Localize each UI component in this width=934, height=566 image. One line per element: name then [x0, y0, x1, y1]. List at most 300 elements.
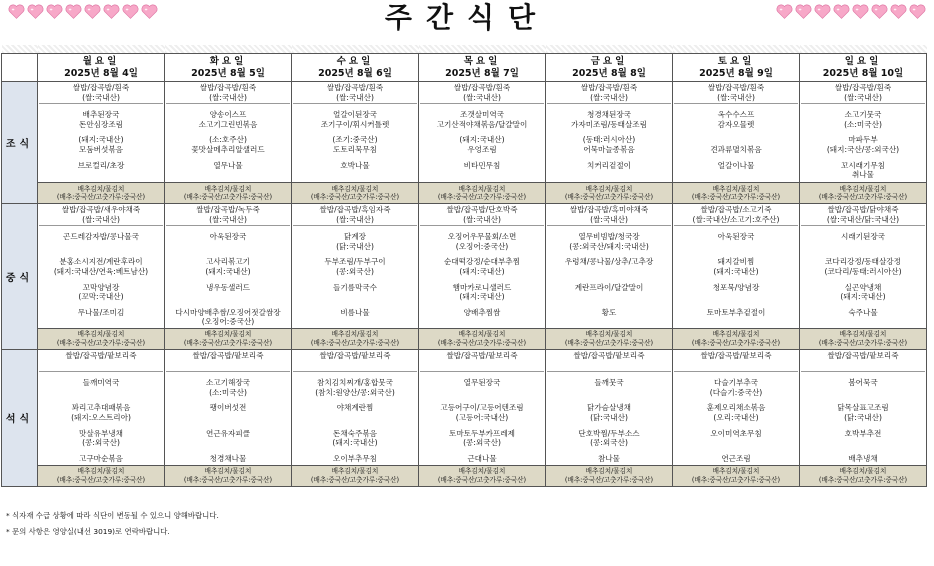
menu-item: 두부조림/두부구이 [324, 257, 386, 267]
menu-item: (고등어:국내산) [455, 412, 509, 422]
kimchi-cell [292, 328, 419, 349]
menu-item: (소:호주산) [209, 135, 247, 145]
rice-item: 쌀밥/잡곡밥/팥보리죽 [573, 350, 645, 360]
menu-item: 오징어우무물회/소면 [447, 232, 517, 242]
menu-item: (참치:원양산/콩:외국산) [315, 387, 395, 397]
menu-item: 팽이버섯전 [209, 403, 247, 413]
menu-item: 꽃맛살메추리알샐러드 [191, 144, 265, 154]
menu-item: (돼지:국내산) [205, 266, 251, 276]
day-name: 월요일 [82, 55, 120, 67]
menu-item: 시래기된장국 [840, 232, 885, 242]
kimchi-item: 배추김치/물김치 [77, 467, 125, 476]
rice-item: 쌀밥/잡곡밥/흰죽 [72, 83, 130, 92]
menu-item: 소고기그린빈볶음 [198, 119, 258, 129]
menu-item: (닭:국내산) [336, 241, 374, 251]
menu-item: 배추냉채 [848, 453, 878, 463]
notes [6, 508, 219, 540]
menu-item [801, 361, 925, 373]
menu-item [547, 292, 671, 302]
menu-item: (콩:외국산) [336, 266, 374, 276]
heart-icon [890, 4, 907, 21]
rice-item: 쌀밥/잡곡밥/흰죽 [707, 83, 765, 92]
day-date: 2025년 8월 7일 [445, 67, 519, 79]
menu-item: (콩:외국산) [590, 438, 628, 448]
menu-item: (닭:국내산) [844, 412, 882, 422]
menu-item: 돼지갈비찜 [717, 257, 755, 267]
menu-item: 치커리겉절이 [586, 160, 631, 170]
rice-item: 쌀밥/잡곡밥/소고기죽 [700, 205, 772, 214]
menu-item: 양송이스프 [209, 110, 247, 120]
menu-item: (쌀:국내산) [420, 93, 544, 105]
kimchi-item: (배추:중국산/고춧가루:중국산) [183, 475, 273, 484]
kimchi-cell [38, 328, 165, 349]
kimchi-item: 배추김치/물김치 [77, 330, 125, 339]
rice-item: 쌀밥/잡곡밥/팥보리죽 [65, 350, 137, 360]
menu-item: 가자미조림/동태살조림 [571, 119, 647, 129]
kimchi-item: 배추김치/물김치 [712, 184, 760, 193]
menu-item: 순대떡강정/순대부추찜 [444, 257, 520, 267]
menu-item: 우엉조림 [467, 144, 497, 154]
kimchi-item: 배추김치/물김치 [331, 330, 379, 339]
kimchi-item: 배추김치/물김치 [712, 467, 760, 476]
kimchi-item: (배추:중국산/고춧가루:중국산) [310, 193, 400, 201]
menu-item: 아욱된장국 [209, 232, 247, 242]
menu-cell [673, 204, 800, 329]
menu-item: 고구마순볶음 [78, 453, 123, 463]
menu-cell [546, 204, 673, 329]
menu-item: 토마토두부카프레제 [448, 428, 516, 438]
menu-item: 야채계란찜 [336, 403, 374, 413]
day-header [165, 54, 292, 82]
menu-cell [419, 82, 546, 183]
menu-item: (꼬막:국내산) [78, 292, 124, 302]
menu-item: 닭계장 [343, 232, 366, 242]
menu-item [674, 292, 798, 302]
kimchi-item: (배추:중국산/고춧가루:중국산) [564, 193, 654, 201]
kimchi-item: 배추김치/물김치 [458, 184, 506, 193]
menu-item: (소:미국산) [209, 387, 247, 397]
menu-item: 열무비빔밥/청국장 [578, 232, 640, 242]
day-name: 수요일 [336, 55, 374, 67]
menu-item: (쌀:국내산/닭:국내산) [801, 215, 925, 227]
day-header-row [2, 54, 927, 82]
menu-item: (쌀:국내산/소고기:호주산) [674, 215, 798, 227]
menu-item: 비름나물 [340, 307, 370, 317]
menu-item: (닭:국내산) [590, 412, 628, 422]
menu-cell [38, 204, 165, 329]
menu-item: 봄어묵국 [848, 378, 878, 388]
menu-item: (콩:외국산) [82, 438, 120, 448]
menu-item: 돈채숙주볶음 [332, 428, 377, 438]
rice-item: 쌀밥/잡곡밥/흰죽 [580, 83, 638, 92]
kimchi-item: 배추김치/물김치 [204, 330, 252, 339]
menu-item [801, 242, 925, 252]
kimchi-cell [165, 328, 292, 349]
rice-item: 쌀밥/잡곡밥/흑미야채죽 [569, 205, 649, 214]
menu-item: 꼬시래기무침 [840, 160, 885, 170]
kimchi-item: (배추:중국산/고춧가루:중국산) [56, 475, 146, 484]
meal-row [2, 204, 927, 329]
menu-item [293, 292, 417, 302]
menu-item [166, 413, 290, 423]
kimchi-item: (배추:중국산/고춧가루:중국산) [437, 338, 527, 347]
menu-item: 햄마카로니샐러드 [452, 282, 512, 292]
menu-item: (돼지:국내산) [459, 135, 505, 145]
menu-item: 돈안심장조림 [78, 119, 123, 129]
heart-icon [852, 4, 869, 21]
kimchi-row [2, 465, 927, 486]
kimchi-item: (배추:중국산/고춧가루:중국산) [818, 193, 908, 201]
menu-item: (돼지:국산/콩:외국산) [826, 144, 900, 154]
menu-item: 청포묵/양념장 [712, 282, 760, 292]
menu-item [293, 413, 417, 423]
rice-item: 쌀밥/잡곡밥/흰죽 [453, 83, 511, 92]
menu-item: 도토리묵무침 [332, 144, 377, 154]
day-date: 2025년 8월 6일 [318, 67, 392, 79]
menu-cell [38, 349, 165, 465]
header [0, 0, 934, 36]
day-header [546, 54, 673, 82]
kimchi-cell [419, 183, 546, 204]
kimchi-item: (배추:중국산/고춧가루:중국산) [691, 193, 781, 201]
menu-item: (쌀:국내산) [420, 215, 544, 227]
menu-item: 열무된장국 [463, 378, 501, 388]
rice-item: 쌀밥/잡곡밥/흰죽 [326, 83, 384, 92]
menu-item: 오이미역초무침 [710, 428, 762, 438]
kimchi-item: 배추김치/물김치 [712, 330, 760, 339]
menu-item: (쌀:국내산) [801, 93, 925, 105]
menu-item: 조갯살미역국 [459, 110, 504, 120]
menu-item: 토마토부추겉절이 [706, 307, 766, 317]
menu-item [674, 438, 798, 448]
corner-cell [2, 54, 38, 82]
day-header [673, 54, 800, 82]
menu-item: (오리:국내산) [713, 412, 759, 422]
menu-item [547, 361, 671, 373]
menu-item [674, 361, 798, 373]
kimchi-item: (배추:중국산/고춧가루:중국산) [183, 338, 273, 347]
menu-item [39, 361, 163, 373]
menu-item: (쌀:국내산) [293, 215, 417, 227]
kimchi-item: 배추김치/물김치 [331, 467, 379, 476]
menu-item: 곤드레감자밥/콩나물국 [63, 232, 139, 242]
menu-item: 근대나물 [467, 453, 497, 463]
menu-cell [38, 82, 165, 183]
menu-item: 호박부추전 [844, 428, 882, 438]
kimchi-cell [292, 465, 419, 486]
heart-icon [776, 4, 793, 21]
menu-item: 계란프라이/달걀말이 [574, 282, 644, 292]
kimchi-item: 배추김치/물김치 [458, 330, 506, 339]
menu-item: (쌀:국내산) [39, 93, 163, 105]
menu-cell [800, 204, 927, 329]
meal-label: 중식 [2, 204, 38, 350]
menu-item: 소고기뭇국 [844, 110, 882, 120]
kimchi-cell [38, 183, 165, 204]
menu-cell [800, 349, 927, 465]
rice-item: 쌀밥/잡곡밥/팥보리죽 [827, 350, 899, 360]
menu-item [39, 388, 163, 398]
day-date: 2025년 8월 9일 [699, 67, 773, 79]
menu-item: (조기:중국산) [332, 135, 378, 145]
menu-item [801, 438, 925, 448]
menu-cell [165, 204, 292, 329]
menu-item: 아욱된장국 [717, 232, 755, 242]
rice-item: 쌀밥/잡곡밥/새우야채죽 [61, 205, 141, 214]
menu-item: (쌀:국내산) [166, 93, 290, 105]
note-2: * 문의 사항은 영양실(내선 3019)로 연락바랍니다. [6, 527, 170, 536]
day-header [292, 54, 419, 82]
kimchi-item: 배추김치/물김치 [839, 330, 887, 339]
menu-item: (쌀:국내산) [166, 215, 290, 227]
day-date: 2025년 8월 8일 [572, 67, 646, 79]
spacer-row [2, 45, 927, 54]
menu-item: 견과류멸치볶음 [710, 144, 762, 154]
menu-item: (돼지:국내산) [78, 135, 124, 145]
day-date: 2025년 8월 5일 [191, 67, 265, 79]
kimchi-cell [800, 465, 927, 486]
kimchi-item: (배추:중국산/고춧가루:중국산) [564, 338, 654, 347]
day-header [38, 54, 165, 82]
day-name: 일요일 [844, 55, 882, 67]
kimchi-item: (배추:중국산/고춧가루:중국산) [818, 338, 908, 347]
menu-item: 실곤약냉채 [844, 282, 882, 292]
menu-item: 단호박찜/두부소스 [578, 428, 640, 438]
kimchi-row [2, 328, 927, 349]
kimchi-cell [292, 183, 419, 204]
menu-item: 분홍소시지전/계란후라이 [59, 257, 143, 267]
menu-item: 맛살유부냉채 [78, 428, 123, 438]
menu-item: 다시마양배추쌈/오징어젓갈쌈장 [175, 307, 281, 317]
menu-cell [673, 349, 800, 465]
menu-item: 무나물/조미김 [77, 307, 125, 317]
heart-icon [795, 4, 812, 21]
rice-item: 쌀밥/잡곡밥/팥보리죽 [700, 350, 772, 360]
rice-item: 쌀밥/잡곡밥/팥보리죽 [446, 350, 518, 360]
menu-item: 연근조림 [721, 453, 751, 463]
kimchi-cell [673, 328, 800, 349]
kimchi-item: 배추김치/물김치 [204, 467, 252, 476]
kimchi-item: 배추김치/물김치 [331, 184, 379, 193]
page-title: 주간식단 [384, 1, 550, 34]
rice-item: 쌀밥/잡곡밥/흑임자죽 [319, 205, 391, 214]
menu-item: 어묵마늘종볶음 [583, 144, 635, 154]
menu-cell [165, 82, 292, 183]
menu-item: 비타민무침 [463, 160, 501, 170]
menu-cell [673, 82, 800, 183]
menu-item: 닭목살표고조림 [837, 403, 889, 413]
menu-item: (쌀:국내산) [674, 93, 798, 105]
menu-item: 호박나물 [340, 160, 370, 170]
menu-item [39, 242, 163, 252]
menu-item: (쌀:국내산) [547, 93, 671, 105]
menu-cell [800, 82, 927, 183]
menu-cell [165, 349, 292, 465]
kimchi-cell [165, 183, 292, 204]
kimchi-cell [546, 328, 673, 349]
menu-item: 우렁채/콩나물/상추/고추장 [564, 257, 654, 267]
menu-item: (쌀:국내산) [293, 93, 417, 105]
menu-item: (쌀:국내산) [39, 215, 163, 227]
kimchi-item: 배추김치/물김치 [77, 184, 125, 193]
menu-item: 열무나물 [213, 160, 243, 170]
menu-cell [546, 82, 673, 183]
kimchi-cell [419, 465, 546, 486]
kimchi-cell [800, 328, 927, 349]
menu-item: (쌀:국내산) [547, 215, 671, 227]
menu-item [166, 242, 290, 252]
day-name: 금요일 [590, 55, 628, 67]
kimchi-item: (배추:중국산/고춧가루:중국산) [691, 475, 781, 484]
kimchi-item: (배추:중국산/고춧가루:중국산) [56, 193, 146, 201]
day-date: 2025년 8월 4일 [64, 67, 138, 79]
menu-item: 얼갈이나물 [717, 160, 755, 170]
kimchi-item: (배추:중국산/고춧가루:중국산) [691, 338, 781, 347]
heart-icon [833, 4, 850, 21]
meal-row [2, 82, 927, 183]
menu-cell [292, 349, 419, 465]
menu-item: (오징어:중국산) [201, 317, 255, 327]
menu-cell [292, 82, 419, 183]
kimchi-item: 배추김치/물김치 [585, 330, 633, 339]
menu-item [801, 388, 925, 398]
meal-row [2, 349, 927, 465]
menu-item: 다슬기부추국 [713, 378, 758, 388]
menu-item: 배추된장국 [82, 110, 120, 120]
kimchi-item: (배추:중국산/고춧가루:중국산) [310, 475, 400, 484]
menu-item: 오이부추무침 [332, 453, 377, 463]
menu-item: (다슬기:중국산) [709, 387, 763, 397]
menu-item [166, 438, 290, 448]
kimchi-item: 배추김치/물김치 [839, 184, 887, 193]
kimchi-item: 배추김치/물김치 [458, 467, 506, 476]
menu-item: 고사리볶고기 [205, 257, 250, 267]
day-header [419, 54, 546, 82]
menu-item: 소고기해장국 [205, 378, 250, 388]
menu-item: 참나물 [597, 453, 620, 463]
kimchi-item: (배추:중국산/고춧가루:중국산) [818, 475, 908, 484]
kimchi-item: (배추:중국산/고춧가루:중국산) [437, 193, 527, 201]
day-header [800, 54, 927, 82]
menu-item: 브로컬리/초장 [77, 160, 125, 170]
menu-item: (돼지:국내산) [459, 266, 505, 276]
heart-icon [909, 4, 926, 21]
rice-item: 쌀밥/잡곡밥/팥보리죽 [319, 350, 391, 360]
kimchi-cell [546, 183, 673, 204]
day-name: 화요일 [209, 55, 247, 67]
menu-item [420, 361, 544, 373]
kimchi-item: (배추:중국산/고춧가루:중국산) [56, 338, 146, 347]
note-1: * 식자재 수급 상황에 따라 식단이 변동될 수 있으니 양해바랍니다. [6, 511, 219, 520]
menu-item: (돼지:국내산) [713, 266, 759, 276]
menu-item: 꼬막양념장 [82, 282, 120, 292]
menu-item: 고등어구이/고등어텐조림 [440, 403, 524, 413]
menu-item: 훈제오리채소볶음 [706, 403, 766, 413]
menu-item: 냉우동샐러드 [205, 282, 250, 292]
menu-item: 마파두부 [848, 135, 878, 145]
menu-item: 얼갈이된장국 [332, 110, 377, 120]
menu-item [547, 388, 671, 398]
menu-item: 숙주나물 [848, 307, 878, 317]
rice-item: 쌀밥/잡곡밥/흰죽 [199, 83, 257, 92]
menu-item: 청경채나물 [209, 453, 247, 463]
rice-item: 쌀밥/잡곡밥/단호박죽 [446, 205, 518, 214]
menu-item: 감자오믈렛 [717, 119, 755, 129]
menu-item: 꽈리고추대패볶음 [71, 403, 131, 413]
menu-item [166, 361, 290, 373]
rice-item: 쌀밥/잡곡밥/녹두죽 [196, 205, 260, 214]
menu-item: (돼지:국내산) [459, 292, 505, 302]
menu-cell [546, 349, 673, 465]
kimchi-cell [673, 183, 800, 204]
menu-item: 취나물 [851, 170, 874, 180]
menu-item: 닭가슴살냉채 [586, 403, 631, 413]
menu-item: 청경채된장국 [586, 110, 631, 120]
menu-cell [292, 204, 419, 329]
menu-cell [419, 349, 546, 465]
kimchi-item: 배추김치/물김치 [585, 467, 633, 476]
menu-item [674, 242, 798, 252]
menu-item: 황도 [601, 307, 617, 317]
kimchi-cell [38, 465, 165, 486]
kimchi-cell [165, 465, 292, 486]
menu-item: (콩:외국산) [463, 438, 501, 448]
menu-item [166, 292, 290, 302]
menu-item: 모둠버섯볶음 [78, 144, 123, 154]
menu-cell [419, 204, 546, 329]
menu-item: 코다리강정/동태살강정 [825, 257, 901, 267]
rice-item: 쌀밥/잡곡밥/흰죽 [834, 83, 892, 92]
kimchi-cell [419, 328, 546, 349]
menu-item: (돼지:국내산/연육:베트남산) [53, 266, 149, 276]
kimchi-cell [546, 465, 673, 486]
menu-item [674, 135, 798, 145]
menu-item: 들깨뭇국 [594, 378, 624, 388]
kimchi-item: (배추:중국산/고춧가루:중국산) [183, 193, 273, 201]
menu-table [1, 45, 927, 487]
kimchi-item: (배추:중국산/고춧가루:중국산) [564, 475, 654, 484]
heart-icon [814, 4, 831, 21]
menu-item [420, 388, 544, 398]
menu-item: 옥수수스프 [717, 110, 755, 120]
day-name: 토요일 [717, 55, 755, 67]
menu-item: 조기구이/휘시커틀렛 [320, 119, 390, 129]
menu-item: (소:미국산) [844, 119, 882, 129]
menu-item: (돼지:오스트리아) [71, 412, 131, 422]
rice-item: 쌀밥/잡곡밥/팥보리죽 [192, 350, 264, 360]
meal-label: 조식 [2, 82, 38, 204]
kimchi-cell [800, 183, 927, 204]
menu-item [293, 361, 417, 373]
kimchi-cell [673, 465, 800, 486]
menu-item: (코다리/동태:러시아산) [824, 266, 902, 276]
menu-item: 들깨미역국 [82, 378, 120, 388]
kimchi-item: 배추김치/물김치 [585, 184, 633, 193]
menu-item [547, 267, 671, 277]
day-date: 2025년 8월 10일 [822, 67, 904, 79]
menu-item: (돼지:국내산) [840, 292, 886, 302]
menu-item: (돼지:국내산) [332, 438, 378, 448]
heart-icon [871, 4, 888, 21]
kimchi-row [2, 183, 927, 204]
menu-item: 양배추찜쌈 [463, 307, 501, 317]
menu-item: 고기산적야채볶음/달걀말이 [436, 119, 528, 129]
kimchi-item: (배추:중국산/고춧가루:중국산) [310, 338, 400, 347]
rice-item: 쌀밥/잡곡밥/닭야채죽 [827, 205, 899, 214]
kimchi-item: (배추:중국산/고춧가루:중국산) [437, 475, 527, 484]
menu-item: 연근유자피클 [205, 428, 250, 438]
menu-item: 들기름막국수 [332, 282, 377, 292]
